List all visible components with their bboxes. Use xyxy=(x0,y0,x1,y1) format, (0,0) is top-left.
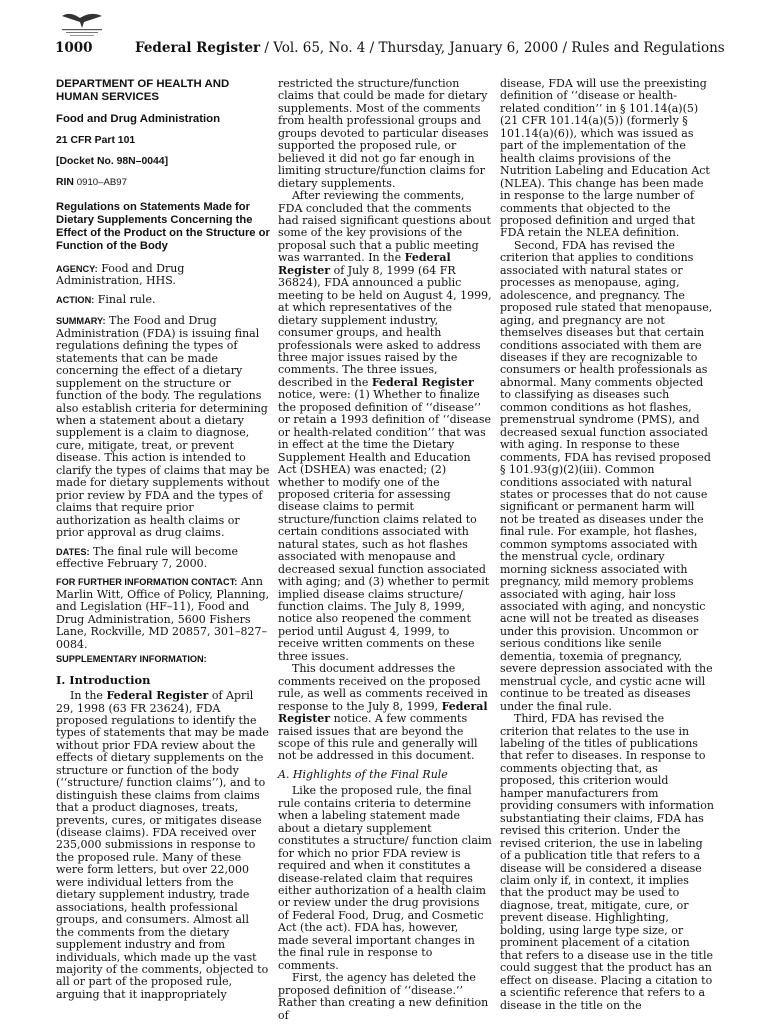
column-1 xyxy=(56,78,270,1001)
page-header xyxy=(55,40,735,60)
summary-label: SUMMARY: xyxy=(56,316,106,327)
action-value: Final rule. xyxy=(97,292,156,306)
rule-title: Regulations on Statements Made for Dietary Supplements Concerning the Effect of the Product on the Structure or Function of the Body xyxy=(56,201,270,252)
supplementary-field xyxy=(56,653,270,665)
paragraph: restricted the structure/function claims that could be made for dietary supplements. Most of the comments from health professional groups and groups devoted to particular diseases supported the proposed rule, or believed it did not go far enough in limiting structure/function claims for dietary supplements. xyxy=(278,77,489,190)
action-field xyxy=(56,294,270,306)
publication-name: Federal Register xyxy=(135,40,261,56)
paragraph: disease, FDA will use the preexisting definition of ‘‘disease or health-related condition’’ in § 101.14(a)(5) (21 CFR 101.14(a)(5)) (formerly § 101.14(a)(6)), which was issued as part of the implementation of the health claims provisions of the Nutrition Labeling and Education Act (NLEA). This change has been made in response to the large number of comments that objected to the proposed definition and urged that FDA retain the NLEA definition. xyxy=(500,77,710,240)
paragraph xyxy=(278,190,492,663)
summary-field xyxy=(56,315,270,539)
text-run: notice, were: (1) Whether to finalize the proposed definition of ‘‘disease’’ or retain a 1993 definition of ‘‘disease or health-related condition’’ that was in effect at the time the Dietary Supplement Health and Education Act (DSHEA) was enacted; (2) whether to modify one of the proposed criteria for assessing disease claims to permit structure/function claims related to certain conditions associated with natural states, such as hot flashes associated with menopause and decreased sexual function associated with aging; and (3) whether to permit implied disease claims structure/ function claims. The July 8, 1999, notice also reopened the comment period until August 4, 1999, to receive written comments on these three issues. xyxy=(278,388,492,663)
contact-label: FOR FURTHER INFORMATION CONTACT: xyxy=(56,577,238,588)
docket-number: [Docket No. 98N–0044] xyxy=(56,156,169,167)
dates-label: DATES: xyxy=(56,546,90,557)
rin-label: RIN xyxy=(56,177,74,188)
dates-value: The final rule will become effective February 7, 2000. xyxy=(56,544,239,570)
federal-register-ref: Federal Register xyxy=(371,375,474,389)
cfr-part: 21 CFR Part 101 xyxy=(56,135,136,146)
intro-text-b: of April 29, 1998 (63 FR 23624), FDA proposed regulations to identify the types of statements that may be made without prior FDA review about the effects of dietary supplements on the structure or function of the body (‘‘structure/ function claims’’), and to distinguish these claims from claims that a product diagnoses, treats, prevents, cures, or mitigates disease (disease claims). FDA received over 235,000 submissions in response to the proposed rule. Many of these were form letters, but over 22,000 were individual letters from the dietary supplement industry, trade associations, health professional groups, and consumers. Almost all the comments from the dietary supplement industry and from individuals, which made up the vast majority of the comments, objected to all or part of the proposed rule, arguing that it inappropriately xyxy=(56,689,269,1001)
rin-value: 0910–AB97 xyxy=(76,177,127,188)
paragraph: Third, FDA has revised the criterion that relates to the use in labeling of the titles of publications that refer to diseases. In response to comments objecting that, as proposed, this criterion would hamper manufacturers from providing consumers with information substantiating their claims, FDA has revised this criterion. Under the revised criterion, the use in labeling of a publication title that refers to a disease will be considered a disease claim only if, in context, it implies that the product may be used to diagnose, treat, mitigate, cure, or prevent disease. Highlighting, bolding, using large type size, or prominent placement of a citation that refers to a disease use in the title could suggest that the product has an effect on disease. Placing a citation to a scientific reference that refers to a disease in the title on the xyxy=(500,712,714,1012)
column-2 xyxy=(278,78,492,1022)
paragraph: Second, FDA has revised the criterion that applies to conditions associated with natural states or processes as menopause, aging, adolescence, and pregnancy. The proposed rule stated that menopause, aging, and pregnancy are not themselves diseases but that certain conditions associated with them are diseases if they are recognizable to consumers or health professionals as abnormal. Many comments objected to classifying as diseases such common conditions as hot flashes, premenstrual syndrome (PMS), and decreased sexual function associated with aging. In response to these comments, FDA has revised proposed § 101.93(g)(2)(iii). Common conditions associated with natural states or processes that do not cause significant or permanent harm will not be treated as diseases under the final rule. For example, hot flashes, common symptoms associated with the menstrual cycle, ordinary morning sickness associated with pregnancy, mild memory problems associated with aging, hair loss associated with aging, and noncystic acne will not be treated as diseases under this provision. Uncommon or serious conditions like senile dementia, toxemia of pregnancy, severe depression associated with the menstrual cycle, and cystic acne will continue to be treated as diseases under the final rule. xyxy=(500,238,713,713)
contact-value: Ann Marlin Witt, Office of Policy, Planning, and Legislation (HF–11), Food and Drug Administration, 5600 Fishers Lane, Rockville, MD 20857, 301–827–0084. xyxy=(56,575,270,651)
text-run: After reviewing the comments, FDA concluded that the comments had raised significant questions about some of the key provisions of the proposal such that a public meeting was warranted. In the xyxy=(278,189,491,265)
header-citation xyxy=(135,40,725,56)
federal-register-ref: Federal Register xyxy=(278,699,488,726)
intro-paragraph xyxy=(56,690,270,1001)
page-number: 1000 xyxy=(55,40,93,56)
rin-line xyxy=(56,177,270,189)
text-run: of July 8, 1999 (64 FR 36824), FDA announced a public meeting to be held on August 4, 1999, at which representatives of the dietary supplement industry, consumer groups, and health professionals were asked to address three major issues raised by the comments. The three issues, described in the xyxy=(278,263,492,389)
action-label: ACTION: xyxy=(56,294,95,305)
header-details: / Vol. 65, No. 4 / Thursday, January 6, 2000 / Rules and Regulations xyxy=(260,40,725,56)
federal-register-ref: Federal Register xyxy=(278,251,451,277)
agency-value: Food and Drug Administration, HHS. xyxy=(56,262,185,288)
highlights-subheading: A. Highlights of the Final Rule xyxy=(278,767,448,781)
gpo-eagle-logo xyxy=(58,10,106,38)
federal-register-ref: Federal Register xyxy=(106,689,209,703)
paragraph: First, the agency has deleted the proposed definition of ‘‘disease.’’ Rather than creating a new definition of xyxy=(278,971,489,1022)
dates-field xyxy=(56,546,270,571)
supplementary-label: SUPPLEMENTARY INFORMATION: xyxy=(56,654,207,665)
introduction-heading: I. Introduction xyxy=(56,672,151,687)
contact-field xyxy=(56,576,270,651)
text-run: notice. A few comments raised issues that are beyond the scope of this rule and generally will not be addressed in this document. xyxy=(278,712,478,763)
subagency-heading: Food and Drug Administration xyxy=(56,113,221,125)
text-run: This document addresses the comments received on the proposed rule, as well as comments received in response to the July 8, 1999, xyxy=(278,662,488,713)
paragraph xyxy=(278,663,492,763)
paragraph: Like the proposed rule, the final rule contains criteria to determine when a labeling statement made about a dietary supplement constitutes a structure/ function claim for which no prior FDA review is required and when it constitutes a disease-related claim that requires either authorization of a health claim or review under the drug provisions of Federal Food, Drug, and Cosmetic Act (the act). FDA has, however, made several important changes in the final rule in response to comments. xyxy=(278,784,492,972)
column-3 xyxy=(500,78,714,1012)
agency-heading: DEPARTMENT OF HEALTH AND HUMAN SERVICES xyxy=(56,78,230,103)
agency-field xyxy=(56,263,270,288)
summary-text: The Food and Drug Administration (FDA) is issuing final regulations defining the types of statements that can be made concerning the effect of a dietary supplement on the structure or function of the body. The regulations also establish criteria for determining when a statement about a dietary supplement is a claim to diagnose, cure, mitigate, treat, or prevent disease. This action is intended to clarify the types of claims that may be made for dietary supplements without prior review by FDA and the types of claims that require prior authorization as health claims or prior approval as drug claims. xyxy=(56,314,270,540)
agency-label: AGENCY: xyxy=(56,264,98,274)
intro-text-a: In the xyxy=(70,689,107,703)
